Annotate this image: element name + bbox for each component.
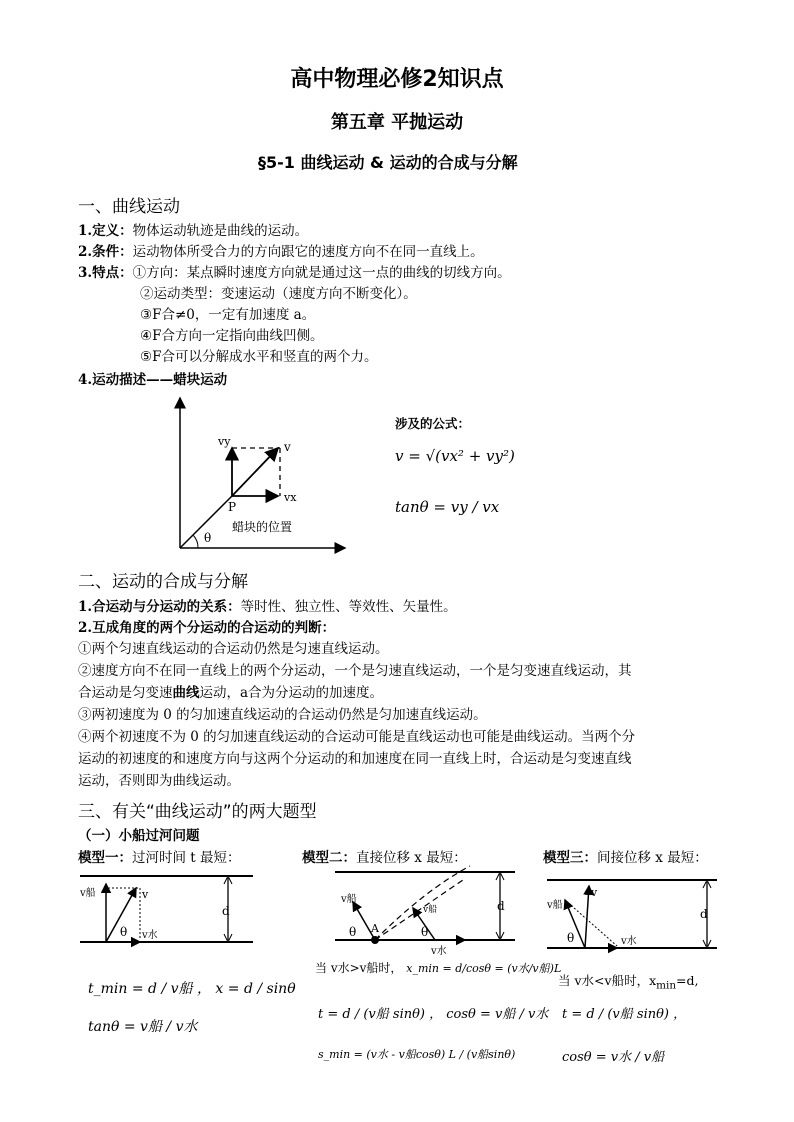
part2-line5: 合运动是匀变速曲线运动，a合为分运动的加速度。 <box>78 685 384 701</box>
part1-line3-2: ②运动类型：变速运动（速度方向不断变化）。 <box>140 286 417 302</box>
svg-text:v水: v水 <box>621 936 637 947</box>
formula-speed: v = √(vx² + vy²) <box>395 447 515 465</box>
part1-line3: 3.特点：①方向：某点瞬时速度方向就是通过这一点的曲线的切线方向。 <box>78 265 511 281</box>
model3-title: 模型三：间接位移 x 最短： <box>543 850 708 866</box>
model2-condition: 当 v水>v船时， x_min = d/cosθ = (v水/v船)L <box>315 961 562 975</box>
part1-line3-4: ④F合方向一定指向曲线凹侧。 <box>140 328 324 344</box>
svg-text:d: d <box>497 899 505 913</box>
part2-line6: ③两初速度为 0 的匀加速直线运动的合运动仍然是匀加速直线运动。 <box>78 707 487 723</box>
part2-heading: 二、运动的合成与分解 <box>78 572 248 592</box>
wax-block-diagram <box>160 393 360 563</box>
svg-text:v船: v船 <box>423 905 438 915</box>
part1-heading: 一、曲线运动 <box>78 197 180 217</box>
part2-line7: ④两个初速度不为 0 的匀加速直线运动的合运动可能是直线运动也可能是曲线运动。当两个分 <box>78 729 636 745</box>
part2-line1: 1.合运动与分运动的关系：等时性、独立性、等效性、矢量性。 <box>78 599 457 615</box>
part1-line2: 2.条件：运动物体所受合力的方向跟它的速度方向不在同一直线上。 <box>78 244 484 260</box>
model1-formula2: tanθ = v船 / v水 <box>88 1019 198 1035</box>
formula-tan: tanθ = vy / vx <box>395 498 500 516</box>
svg-text:v: v <box>142 888 149 901</box>
page-title: 高中物理必修2知识点 <box>290 67 504 92</box>
svg-text:v船: v船 <box>80 888 96 899</box>
svg-text:d: d <box>700 907 708 921</box>
part3-heading: 三、有关“曲线运动”的两大题型 <box>78 802 317 822</box>
model2-diagram <box>315 860 525 960</box>
svg-text:A: A <box>371 922 379 935</box>
wax-caption: 蜡块的位置 <box>232 520 293 534</box>
model3-formula1: t = d / (v船 sinθ) ， <box>562 1007 687 1022</box>
formula-title: 涉及的公式： <box>395 416 471 431</box>
svg-text:θ: θ <box>120 925 128 939</box>
svg-text:d: d <box>222 904 230 918</box>
svg-text:θ: θ <box>349 925 357 939</box>
part1-line3-5: ⑤F合可以分解成水平和竖直的两个力。 <box>140 349 378 365</box>
model1-formula1: t_min = d / v船 ， x = d / sinθ <box>88 981 296 997</box>
part2-line3: ①两个匀速直线运动的合运动仍然是匀速直线运动。 <box>78 641 389 657</box>
model3-condition: 当 v水<v船时，$x_{min}=d$, <box>558 973 699 992</box>
part1-line4: 4.运动描述——蜡块运动 <box>78 372 228 388</box>
chapter-title: 第五章 平抛运动 <box>330 112 464 133</box>
part1-line3-3: ③F合≠0，一定有加速度 a。 <box>140 307 316 323</box>
model3-diagram <box>545 872 725 957</box>
model3-formula2: cosθ = v水 / v船 <box>562 1050 665 1065</box>
svg-text:θ: θ <box>567 931 575 945</box>
svg-text:θ: θ <box>421 925 429 939</box>
model2-formula2: s_min = (v水 - v船cosθ) L / (v船sinθ) <box>318 1048 516 1061</box>
svg-text:v: v <box>591 886 598 899</box>
svg-text:v水: v水 <box>142 930 158 941</box>
model1-diagram <box>78 870 258 950</box>
v-label: v <box>284 440 291 454</box>
section-title: §5-1 曲线运动 & 运动的合成与分解 <box>258 153 518 172</box>
part1-line1: 1.定义：物体运动轨迹是曲线的运动。 <box>78 223 309 239</box>
vx-label: vx <box>284 491 297 504</box>
p-label: P <box>228 500 237 514</box>
svg-text:v船: v船 <box>341 894 357 905</box>
part2-line2: 2.互成角度的两个分运动的合运动的判断： <box>78 620 336 636</box>
svg-text:v船: v船 <box>547 900 563 911</box>
theta-label: θ <box>204 531 212 545</box>
model2-title: 模型二：直接位移 x 最短： <box>302 850 467 866</box>
part3-sub: （一）小船过河问题 <box>78 828 200 844</box>
model2-formula1: t = d / (v船 sinθ) ， cosθ = v船 / v水 <box>318 1007 549 1022</box>
part2-line9: 运动，否则即为曲线运动。 <box>78 773 240 789</box>
vy-label: vy <box>218 435 231 448</box>
svg-text:v水: v水 <box>431 946 447 957</box>
part2-line8: 运动的初速度的和速度方向与这两个分运动的和加速度在同一直线上时，合运动是匀变速直线 <box>78 751 632 767</box>
part2-line4: ②速度方向不在同一直线上的两个分运动，一个是匀速直线运动，一个是匀变速直线运动，其 <box>78 663 632 679</box>
model1-title: 模型一：过河时间 t 最短： <box>78 850 241 866</box>
